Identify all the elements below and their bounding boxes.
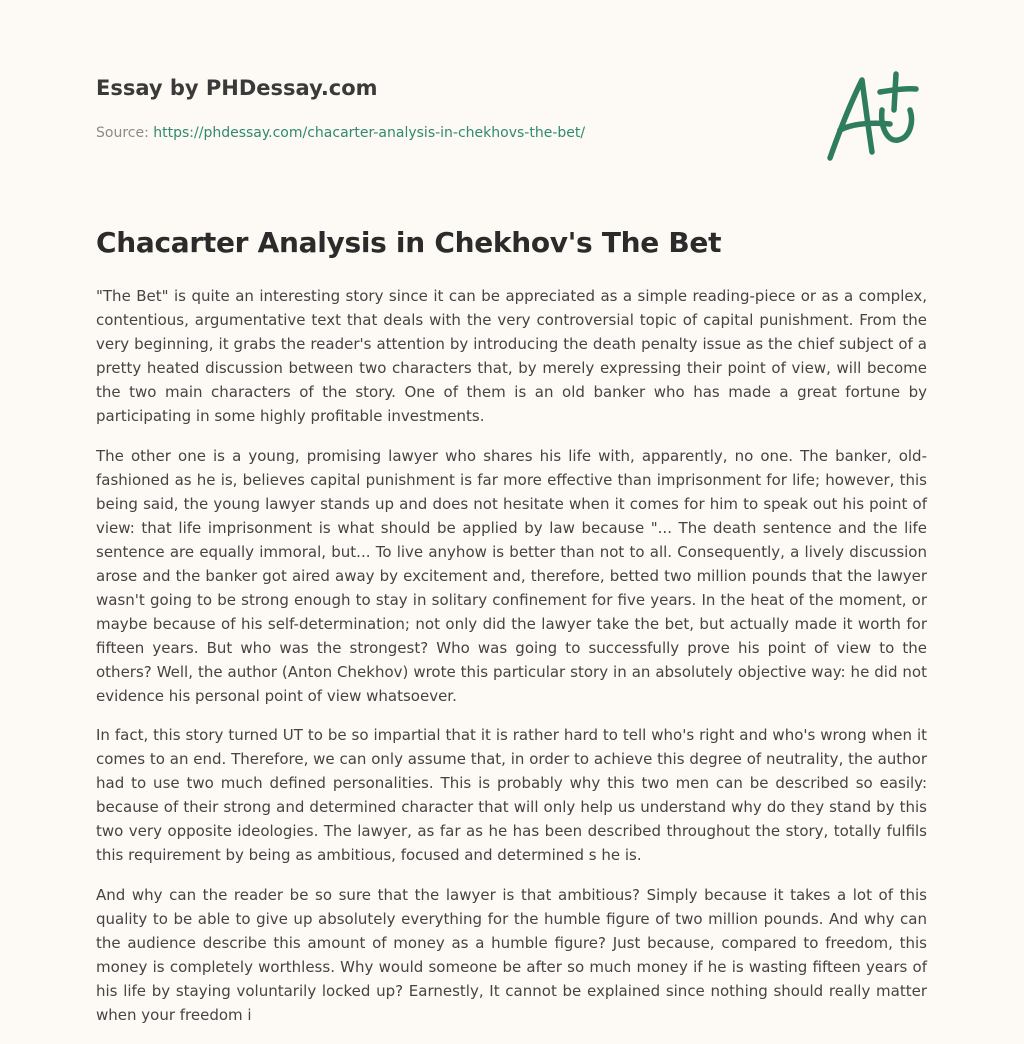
page-header — [96, 76, 928, 141]
site-brand: Essay by PHDessay.com — [96, 76, 378, 100]
paragraph: And why can the reader be so sure that the lawyer is that ambitious? Simply because it takes a lot of this quality to be able to give up absolutely everything for the humble figure of two million pounds. And why can the audience describe this amount of money as a humble figure? Just because, compared to freedom, this money is completely worthless. Why would someone be after so much money if he is wasting fifteen years of his life by staying voluntarily locked up? Earnestly, It cannot be explained since nothing should really matter when your freedom i — [96, 885, 927, 1024]
article-body — [96, 284, 927, 1042]
paragraph: In fact, this story turned UT to be so impartial that it is rather hard to tell who's right and who's wrong when it comes to an end. Therefore, we can only assume that, in order to achieve this degree of neutrality, the author had to use two much defined personalities. This is probably why this two men can be described so easily: because of their strong and determined character that will only help us understand why do they stand by this two very opposite ideologies. The lawyer, as far as he has been described throughout the story, totally fulfils this requirement by being as ambitious, focused and determined s he is. — [96, 726, 927, 864]
article-title: Chacarter Analysis in Chekhov's The Bet — [96, 226, 722, 259]
paragraph: "The Bet" is quite an interesting story since it can be appreciated as a simple reading-piece or as a complex, contentious, argumentative text that deals with the very controversial topic of capital punishment. From the very beginning, it grabs the reader's attention by introducing the death penalty issue as the chief subject of a pretty heated discussion between two characters that, by merely expressing their point of view, will become the two main characters of the story. One of them is an old banker who has made a great fortune by participating in some highly profitable investments. — [96, 287, 927, 425]
a-plus-logo-icon — [818, 66, 930, 166]
paragraph: The other one is a young, promising lawyer who shares his life with, apparently, no one. The banker, old-fashioned as he is, believes capital punishment is far more effective than imprisonment for life; however, this being said, the young lawyer stands up and does not hesitate when it comes for him to speak out his point of view: that life imprisonment is what should be applied by law because "... The death sentence and the life sentence are equally immoral, but... To live anyhow is better than not to all. Consequently, a lively discussion arose and the banker got aired away by excitement and, therefore, betted two million pounds that the lawyer wasn't going to be strong enough to stay in solitary confinement for five years. In the heat of the moment, or maybe because of his self-determination; not only did the lawyer take the bet, but actually made it worth for fifteen years. But who was the strongest? Who was going to successfully prove his point of view to the others? Well, the author (Anton Chekhov) wrote this particular story in an absolutely objective way: he did not evidence his personal point of view whatsoever. — [96, 446, 927, 705]
source-link[interactable]: https://phdessay.com/chacarter-analysis-in-chekhovs-the-bet/ — [153, 125, 586, 141]
source-label: Source: — [96, 125, 154, 141]
source-line — [96, 125, 585, 141]
